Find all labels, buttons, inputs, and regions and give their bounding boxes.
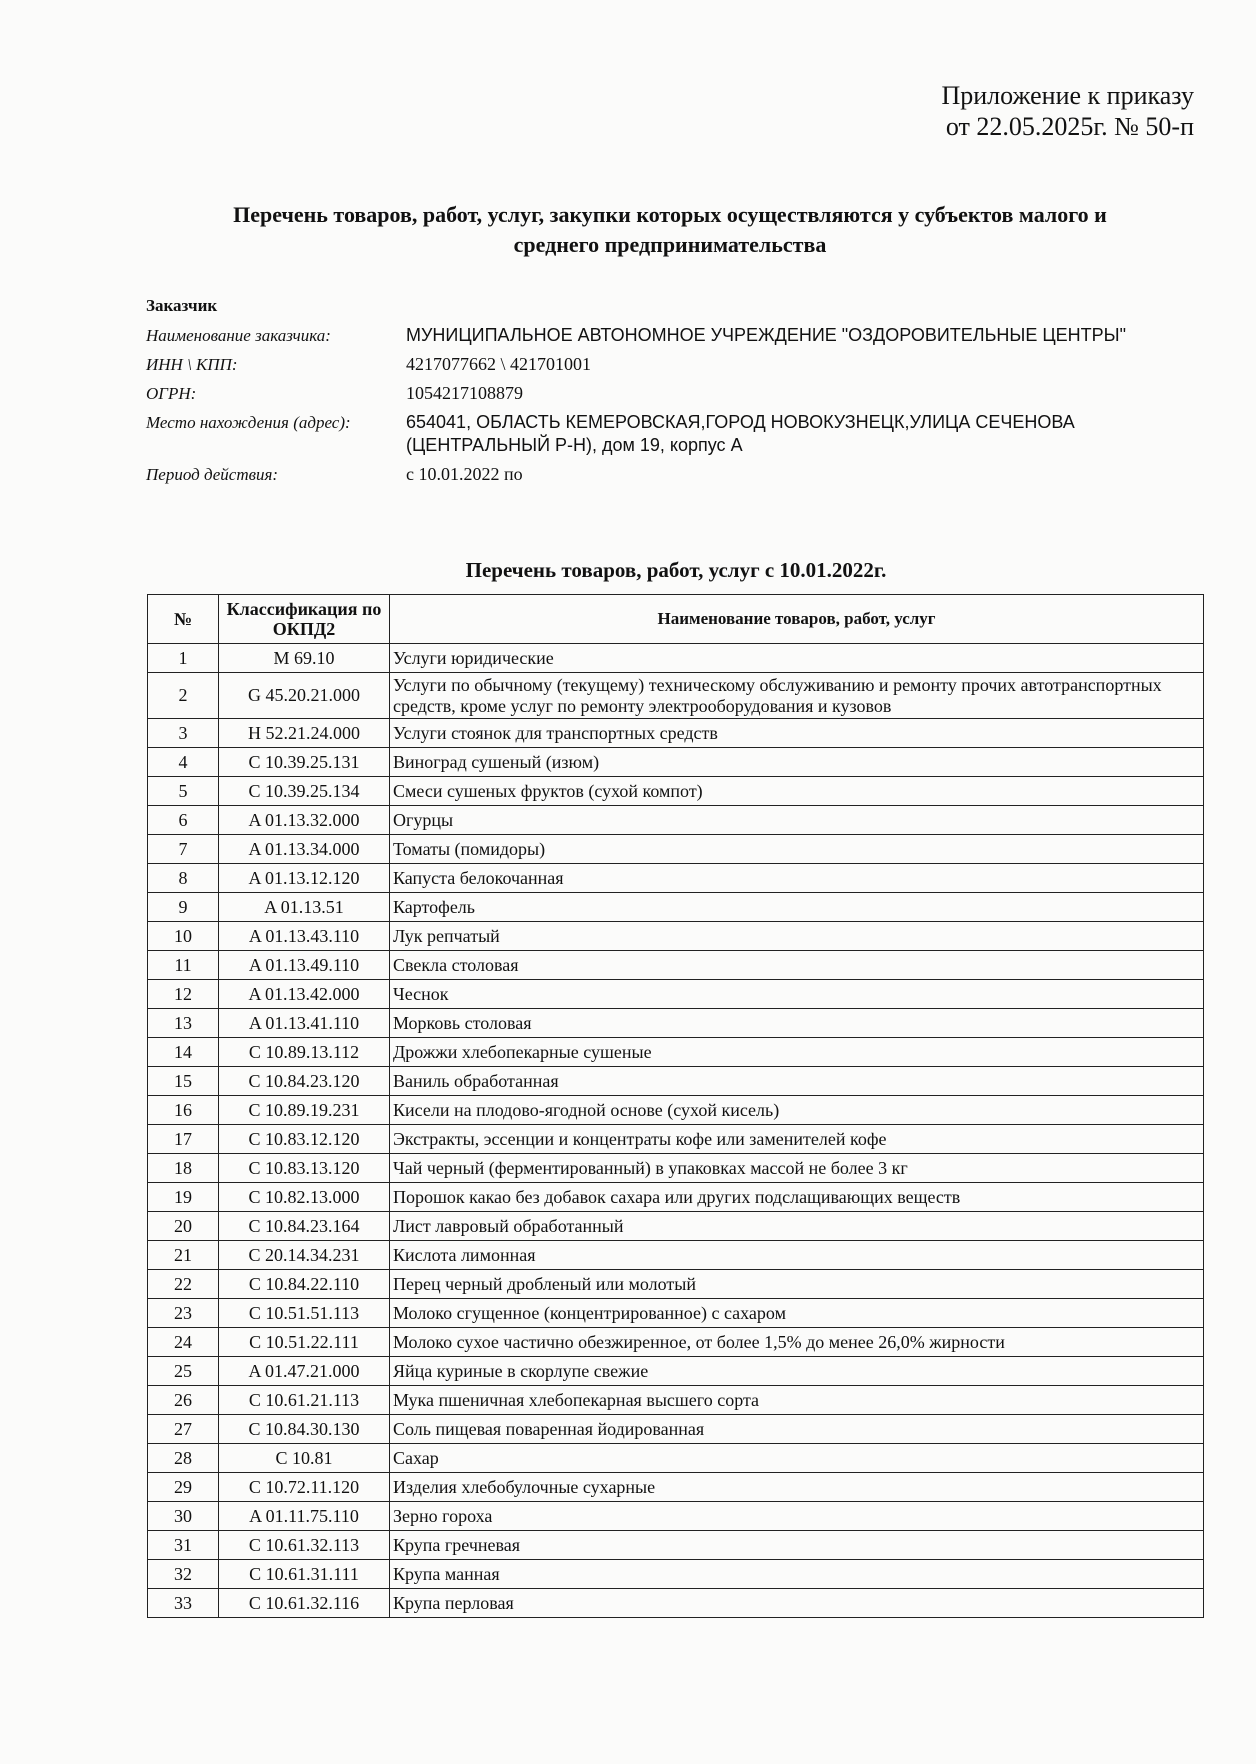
- okpd2-code-cell: C 10.39.25.131: [219, 748, 390, 777]
- table-row: [148, 1270, 1204, 1299]
- row-number-cell: 25: [148, 1357, 219, 1386]
- ogrn-row: [146, 382, 1206, 405]
- field-label: Место нахождения (адрес):: [146, 413, 351, 432]
- item-name-cell: Чай черный (ферментированный) в упаковках массой не более 3 кг: [390, 1154, 1204, 1183]
- table-row: [148, 1212, 1204, 1241]
- okpd2-code-cell: C 10.51.51.113: [219, 1299, 390, 1328]
- table-row: [148, 1299, 1204, 1328]
- period-row: [146, 463, 1206, 486]
- row-number-cell: 15: [148, 1067, 219, 1096]
- item-name-cell: Порошок какао без добавок сахара или других подслащивающих веществ: [390, 1183, 1204, 1212]
- okpd2-code-cell: C 10.89.13.112: [219, 1038, 390, 1067]
- row-number-cell: 19: [148, 1183, 219, 1212]
- table-body: [148, 644, 1204, 1618]
- okpd2-code-cell: C 10.84.22.110: [219, 1270, 390, 1299]
- table-row: [148, 893, 1204, 922]
- okpd2-code-cell: C 10.39.25.134: [219, 777, 390, 806]
- okpd2-code-cell: A 01.13.51: [219, 893, 390, 922]
- okpd2-code-cell: A 01.13.49.110: [219, 951, 390, 980]
- okpd2-code-cell: A 01.11.75.110: [219, 1502, 390, 1531]
- table-row: [148, 1067, 1204, 1096]
- okpd2-code-cell: A 01.13.41.110: [219, 1009, 390, 1038]
- row-number-cell: 33: [148, 1589, 219, 1618]
- item-name-cell: Огурцы: [390, 806, 1204, 835]
- row-number-cell: 12: [148, 980, 219, 1009]
- item-name-cell: Картофель: [390, 893, 1204, 922]
- row-number-cell: 22: [148, 1270, 219, 1299]
- address-row: [146, 411, 1206, 457]
- table-header-row: [148, 595, 1204, 644]
- okpd2-code-cell: G 45.20.21.000: [219, 673, 390, 719]
- table-row: [148, 719, 1204, 748]
- annex-line-2: от 22.05.2025г. № 50-п: [945, 112, 1194, 141]
- item-name-cell: Сахар: [390, 1444, 1204, 1473]
- item-name-cell: Крупа перловая: [390, 1589, 1204, 1618]
- row-number-cell: 24: [148, 1328, 219, 1357]
- row-number-cell: 6: [148, 806, 219, 835]
- table-row: [148, 1096, 1204, 1125]
- row-number-cell: 13: [148, 1009, 219, 1038]
- table-row: [148, 1183, 1204, 1212]
- table-row: [148, 1589, 1204, 1618]
- okpd2-code-cell: C 10.84.23.120: [219, 1067, 390, 1096]
- item-name-cell: Свекла столовая: [390, 951, 1204, 980]
- okpd2-code-cell: A 01.13.32.000: [219, 806, 390, 835]
- row-number-cell: 3: [148, 719, 219, 748]
- row-number-cell: 1: [148, 644, 219, 673]
- document-title-line-1: Перечень товаров, работ, услуг, закупки которых осуществляются у субъектов малого и: [233, 202, 1107, 227]
- okpd2-code-cell: H 52.21.24.000: [219, 719, 390, 748]
- customer-name-row: [146, 324, 1206, 347]
- document-title-line-2: среднего предпринимательства: [513, 232, 827, 257]
- table-row: [148, 748, 1204, 777]
- row-number-cell: 7: [148, 835, 219, 864]
- item-name-cell: Лук репчатый: [390, 922, 1204, 951]
- item-name-cell: Виноград сушеный (изюм): [390, 748, 1204, 777]
- table-row: [148, 1502, 1204, 1531]
- item-name-cell: Крупа гречневая: [390, 1531, 1204, 1560]
- row-number-cell: 8: [148, 864, 219, 893]
- field-label: ИНН \ КПП:: [146, 355, 238, 374]
- table-row: [148, 1386, 1204, 1415]
- row-number-cell: 32: [148, 1560, 219, 1589]
- okpd2-code-cell: A 01.47.21.000: [219, 1357, 390, 1386]
- header-code: Классификация по ОКПД2: [219, 595, 390, 644]
- okpd2-code-cell: C 10.89.19.231: [219, 1096, 390, 1125]
- field-label: Период действия:: [146, 465, 279, 484]
- item-name-cell: Молоко сгущенное (концентрированное) с сахаром: [390, 1299, 1204, 1328]
- table-row: [148, 1125, 1204, 1154]
- row-number-cell: 31: [148, 1531, 219, 1560]
- item-name-cell: Яйца куриные в скорлупе свежие: [390, 1357, 1204, 1386]
- header-num: №: [148, 595, 219, 644]
- row-number-cell: 18: [148, 1154, 219, 1183]
- row-number-cell: 10: [148, 922, 219, 951]
- period-value: с 10.01.2022 по: [406, 464, 523, 484]
- okpd2-code-cell: A 01.13.12.120: [219, 864, 390, 893]
- row-number-cell: 11: [148, 951, 219, 980]
- item-name-cell: Крупа манная: [390, 1560, 1204, 1589]
- okpd2-code-cell: C 10.61.21.113: [219, 1386, 390, 1415]
- row-number-cell: 5: [148, 777, 219, 806]
- okpd2-code-cell: C 10.51.22.111: [219, 1328, 390, 1357]
- item-name-cell: Экстракты, эссенции и концентраты кофе или заменителей кофе: [390, 1125, 1204, 1154]
- item-name-cell: Мука пшеничная хлебопекарная высшего сорта: [390, 1386, 1204, 1415]
- table-row: [148, 1038, 1204, 1067]
- table-row: [148, 1357, 1204, 1386]
- row-number-cell: 23: [148, 1299, 219, 1328]
- row-number-cell: 17: [148, 1125, 219, 1154]
- list-title: Перечень товаров, работ, услуг с 10.01.2022г.: [465, 558, 887, 582]
- table-row: [148, 1241, 1204, 1270]
- ogrn-value: 1054217108879: [406, 383, 523, 403]
- table-row: [148, 835, 1204, 864]
- table-row: [148, 1009, 1204, 1038]
- okpd2-code-cell: C 10.61.32.116: [219, 1589, 390, 1618]
- row-number-cell: 29: [148, 1473, 219, 1502]
- table-row: [148, 864, 1204, 893]
- table-row: [148, 1444, 1204, 1473]
- table-row: [148, 1560, 1204, 1589]
- item-name-cell: Зерно гороха: [390, 1502, 1204, 1531]
- annex-note: [941, 80, 1194, 142]
- okpd2-code-cell: C 10.83.13.120: [219, 1154, 390, 1183]
- item-name-cell: Смеси сушеных фруктов (сухой компот): [390, 777, 1204, 806]
- item-name-cell: Кисели на плодово-ягодной основе (сухой кисель): [390, 1096, 1204, 1125]
- okpd2-code-cell: C 10.84.23.164: [219, 1212, 390, 1241]
- item-name-cell: Капуста белокочанная: [390, 864, 1204, 893]
- table-row: [148, 644, 1204, 673]
- okpd2-code-cell: C 10.72.11.120: [219, 1473, 390, 1502]
- field-label: ОГРН:: [146, 384, 197, 403]
- table-row: [148, 980, 1204, 1009]
- row-number-cell: 26: [148, 1386, 219, 1415]
- row-number-cell: 9: [148, 893, 219, 922]
- item-name-cell: Молоко сухое частично обезжиренное, от более 1,5% до менее 26,0% жирности: [390, 1328, 1204, 1357]
- table-row: [148, 1154, 1204, 1183]
- customer-info: [146, 296, 1206, 492]
- item-name-cell: Услуги по обычному (текущему) техническому обслуживанию и ремонту прочих автотранспортных средств, кроме услуг по ремонту электрооборудования и кузовов: [390, 673, 1204, 719]
- okpd2-code-cell: M 69.10: [219, 644, 390, 673]
- okpd2-code-cell: C 10.61.31.111: [219, 1560, 390, 1589]
- item-name-cell: Лист лавровый обработанный: [390, 1212, 1204, 1241]
- table-row: [148, 951, 1204, 980]
- table-row: [148, 673, 1204, 719]
- table-row: [148, 806, 1204, 835]
- table-row: [148, 922, 1204, 951]
- field-label: Наименование заказчика:: [146, 326, 331, 345]
- item-name-cell: Перец черный дробленый или молотый: [390, 1270, 1204, 1299]
- item-name-cell: Соль пищевая поваренная йодированная: [390, 1415, 1204, 1444]
- okpd2-code-cell: C 10.82.13.000: [219, 1183, 390, 1212]
- item-name-cell: Услуги юридические: [390, 644, 1204, 673]
- okpd2-code-cell: A 01.13.42.000: [219, 980, 390, 1009]
- inn-kpp-row: [146, 353, 1206, 376]
- okpd2-code-cell: A 01.13.43.110: [219, 922, 390, 951]
- header-name: Наименование товаров, работ, услуг: [390, 595, 1204, 644]
- item-name-cell: Дрожжи хлебопекарные сушеные: [390, 1038, 1204, 1067]
- okpd2-code-cell: C 10.81: [219, 1444, 390, 1473]
- okpd2-code-cell: C 10.61.32.113: [219, 1531, 390, 1560]
- annex-line-1: Приложение к приказу: [941, 81, 1194, 110]
- table-row: [148, 1473, 1204, 1502]
- table-row: [148, 1328, 1204, 1357]
- address-value: 654041, ОБЛАСТЬ КЕМЕРОВСКАЯ,ГОРОД НОВОКУЗНЕЦК,УЛИЦА СЕЧЕНОВА (ЦЕНТРАЛЬНЫЙ Р-Н), дом 19, корпус А: [406, 412, 1075, 455]
- row-number-cell: 14: [148, 1038, 219, 1067]
- inn-kpp-value: 4217077662 \ 421701001: [406, 354, 592, 374]
- item-name-cell: Морковь столовая: [390, 1009, 1204, 1038]
- okpd2-code-cell: C 10.84.30.130: [219, 1415, 390, 1444]
- table-row: [148, 1415, 1204, 1444]
- row-number-cell: 27: [148, 1415, 219, 1444]
- table-row: [148, 777, 1204, 806]
- items-table: [147, 594, 1204, 1618]
- row-number-cell: 30: [148, 1502, 219, 1531]
- item-name-cell: Чеснок: [390, 980, 1204, 1009]
- row-number-cell: 2: [148, 673, 219, 719]
- row-number-cell: 4: [148, 748, 219, 777]
- document-title: [140, 200, 1200, 260]
- item-name-cell: Томаты (помидоры): [390, 835, 1204, 864]
- row-number-cell: 16: [148, 1096, 219, 1125]
- item-name-cell: Изделия хлебобулочные сухарные: [390, 1473, 1204, 1502]
- row-number-cell: 28: [148, 1444, 219, 1473]
- customer-heading: Заказчик: [146, 296, 218, 315]
- item-name-cell: Ваниль обработанная: [390, 1067, 1204, 1096]
- row-number-cell: 21: [148, 1241, 219, 1270]
- okpd2-code-cell: C 10.83.12.120: [219, 1125, 390, 1154]
- okpd2-code-cell: A 01.13.34.000: [219, 835, 390, 864]
- item-name-cell: Услуги стоянок для транспортных средств: [390, 719, 1204, 748]
- table-row: [148, 1531, 1204, 1560]
- customer-name-value: МУНИЦИПАЛЬНОЕ АВТОНОМНОЕ УЧРЕЖДЕНИЕ "ОЗДОРОВИТЕЛЬНЫЕ ЦЕНТРЫ": [406, 325, 1127, 345]
- okpd2-code-cell: C 20.14.34.231: [219, 1241, 390, 1270]
- item-name-cell: Кислота лимонная: [390, 1241, 1204, 1270]
- row-number-cell: 20: [148, 1212, 219, 1241]
